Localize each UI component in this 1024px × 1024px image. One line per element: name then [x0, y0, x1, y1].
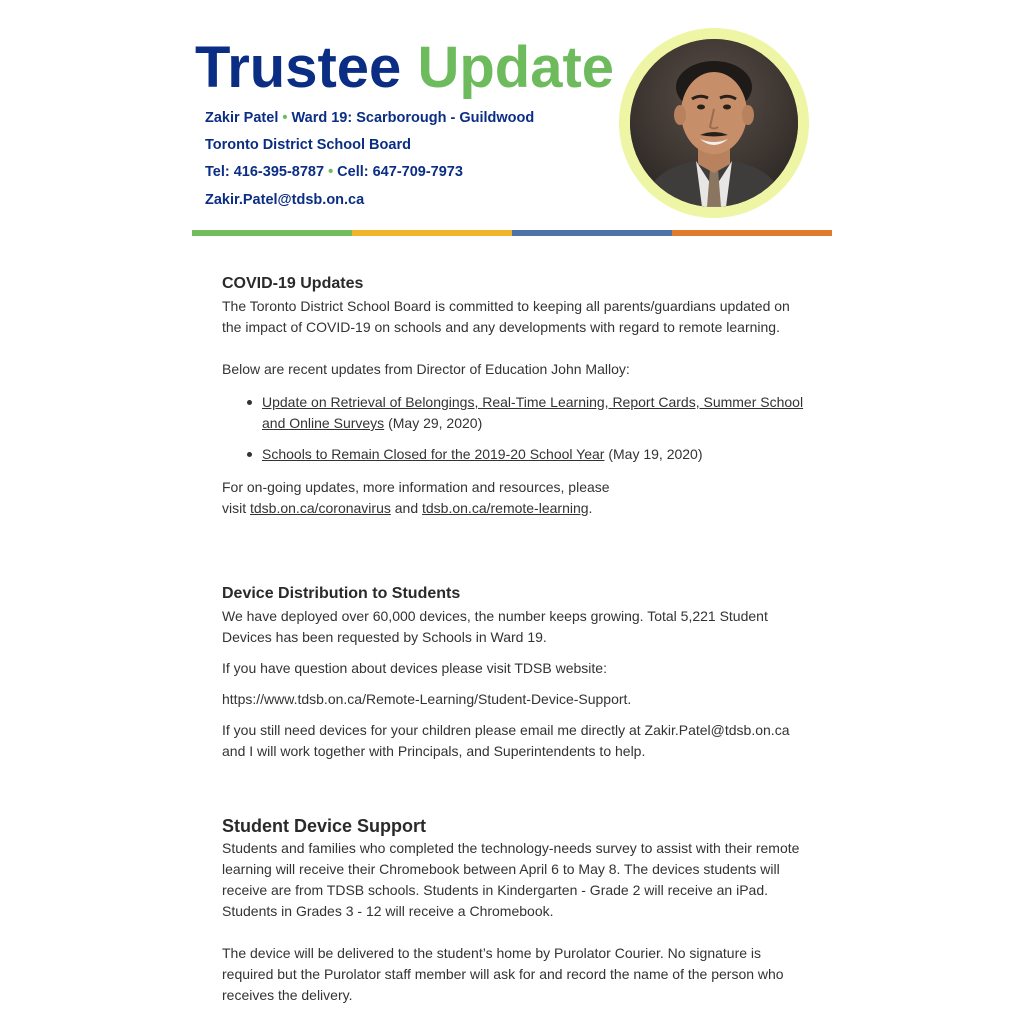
ward-name: Ward 19: Scarborough - Guildwood — [291, 110, 535, 126]
divider-green — [192, 230, 352, 236]
title-trustee: Trustee — [195, 35, 402, 100]
device-support-heading: Student Device Support — [222, 816, 427, 836]
list-item — [262, 444, 812, 465]
device-p2: If you have question about devices please visit TDSB website: — [222, 660, 607, 676]
ongoing-line: For on-going updates, more information and resources, please — [222, 479, 610, 495]
coronavirus-link[interactable]: tdsb.on.ca/coronavirus — [250, 500, 391, 516]
trustee-name: Zakir Patel — [205, 110, 279, 126]
color-divider — [192, 230, 832, 236]
separator-dot: • — [328, 164, 334, 180]
school-board-name: Toronto District School Board — [205, 137, 411, 153]
newsletter-title — [195, 36, 614, 100]
tel-number: Tel: 416-395-8787 — [205, 164, 325, 180]
update-date: (May 19, 2020) — [604, 446, 703, 462]
device-p4: If you still need devices for your children please email me directly at Zakir.Patel@tdsb.on.ca and I will work together with Principals, and Superintendents to help. — [222, 722, 790, 759]
covid-intro: The Toronto District School Board is committed to keeping all parents/guardians updated on the impact of COVID-19 on schools and any developments with regard to remote learning. — [222, 298, 790, 335]
trustee-photo-frame — [619, 28, 809, 218]
separator-dot: • — [282, 110, 288, 126]
update-date: (May 29, 2020) — [384, 415, 483, 431]
divider-yellow — [352, 230, 512, 236]
trustee-name-ward — [205, 109, 534, 127]
divider-orange — [672, 230, 832, 236]
remote-learning-link[interactable]: tdsb.on.ca/remote-learning — [422, 500, 589, 516]
device-p3: https://www.tdsb.on.ca/Remote-Learning/Student-Device-Support. — [222, 691, 632, 707]
trustee-photo — [630, 39, 798, 207]
covid-ongoing — [222, 477, 812, 519]
divider-blue — [512, 230, 672, 236]
ongoing-period: . — [588, 500, 593, 516]
ongoing-visit: visit — [222, 500, 250, 516]
list-item — [262, 392, 812, 434]
cell-number: Cell: 647-709-7973 — [337, 164, 463, 180]
covid-section — [222, 274, 812, 519]
ongoing-and: and — [390, 500, 422, 516]
update-link-schools-closed[interactable]: Schools to Remain Closed for the 2019-20 School Year — [262, 446, 605, 462]
phone-numbers — [205, 163, 463, 181]
covid-heading: COVID-19 Updates — [222, 275, 364, 292]
device-distribution-section — [222, 584, 812, 762]
covid-below: Below are recent updates from Director of Education John Malloy: — [222, 361, 630, 377]
title-update: Update — [417, 35, 615, 100]
update-link-belongings[interactable]: Update on Retrieval of Belongings, Real-Time Learning, Report Cards, Summer School and Online Surveys — [262, 394, 804, 431]
covid-update-list — [222, 392, 812, 465]
trustee-email: Zakir.Patel@tdsb.on.ca — [205, 192, 365, 208]
portrait-illustration — [630, 39, 798, 207]
device-support-section — [222, 816, 812, 1006]
support-p1: Students and families who completed the technology-needs survey to assist with their remote learning will receive their Chromebook between April 6 to May 8. The devices students will receive are from TDSB schools. Students in Kindergarten - Grade 2 will receive an iPad. Students in Grades 3 - 12 will receive a Chromebook. — [222, 840, 800, 919]
device-p1: We have deployed over 60,000 devices, the number keeps growing. Total 5,221 Student Devices has been requested by Schools in Ward 19. — [222, 608, 768, 645]
support-p2: The device will be delivered to the student’s home by Purolator Courier. No signature is required but the Purolator staff member will ask for and record the name of the person who receives the delivery. — [222, 945, 784, 1003]
device-distribution-heading: Device Distribution to Students — [222, 585, 461, 602]
